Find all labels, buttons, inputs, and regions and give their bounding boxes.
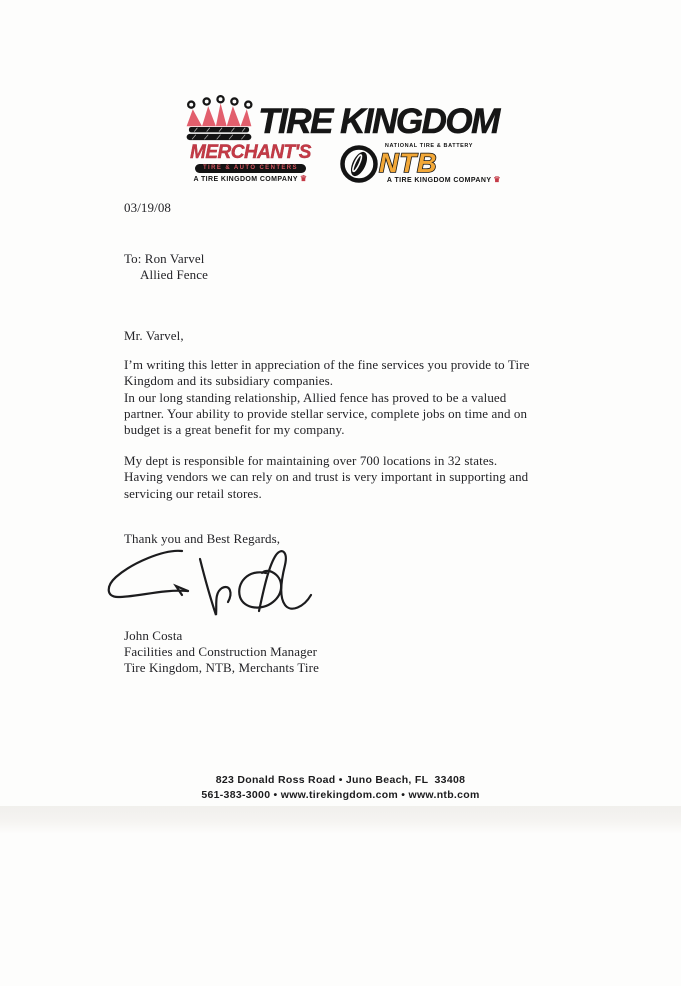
tire-kingdom-crown-icon bbox=[182, 95, 256, 142]
date-line: 03/19/08 bbox=[124, 200, 172, 215]
recipient-block bbox=[124, 251, 208, 284]
merchants-logo bbox=[190, 143, 311, 183]
mini-crown-icon: ♛ bbox=[493, 175, 501, 184]
letterhead bbox=[0, 95, 681, 184]
paper-bottom-edge bbox=[0, 806, 681, 834]
footer-address-line: 823 Donald Ross Road • Juno Beach, FL 33408 bbox=[215, 774, 466, 786]
ntb-company-line: A TIRE KINGDOM COMPANY ♛ bbox=[386, 175, 501, 184]
body-paragraph-2: My dept is responsible for maintaining over 700 locations in 32 states. Having vendors we can rely on and trust is very important in supporting and servicing our retail stores. bbox=[124, 453, 529, 501]
signer-name: John Costa bbox=[124, 628, 183, 643]
letter-footer bbox=[0, 773, 681, 803]
body-paragraph-1: I’m writing this letter in appreciation of the fine services you provide to Tire Kingdom and its subsidiary companies. In our long standing relationship, Allied fence has proved to be a valued partner. Your ability to provide stellar service, complete jobs on time and on budget is a great benefit for my company. bbox=[124, 357, 530, 438]
footer-contact-line: 561-383-3000 • www.tirekingdom.com • www.ntb.com bbox=[201, 789, 480, 801]
svg-text:NTB: NTB bbox=[378, 148, 438, 176]
recipient-name-line: To: Ron Varvel bbox=[124, 251, 205, 266]
brand-row bbox=[182, 95, 499, 142]
signer-block bbox=[124, 628, 319, 676]
merchants-wordmark: MERCHANT'S bbox=[190, 142, 311, 163]
ntb-tagline: NATIONAL TIRE & BATTERY bbox=[384, 143, 474, 149]
closing-line: Thank you and Best Regards, bbox=[124, 531, 281, 546]
brand-wordmark: TIRE KINGDOM bbox=[258, 102, 499, 141]
merchants-company-line: A TIRE KINGDOM COMPANY ♛ bbox=[193, 174, 308, 183]
sublogo-row bbox=[190, 143, 501, 184]
salutation: Mr. Varvel, bbox=[124, 328, 184, 343]
signer-companies: Tire Kingdom, NTB, Merchants Tire bbox=[124, 660, 319, 675]
ntb-tire-icon bbox=[339, 144, 379, 184]
mini-crown-icon: ♛ bbox=[299, 174, 308, 183]
merchants-tagline-bar bbox=[195, 164, 306, 173]
merchants-tagline: TIRE & AUTO CENTERS bbox=[202, 165, 298, 171]
recipient-company-line: Allied Fence bbox=[140, 267, 208, 283]
ntb-wordmark bbox=[377, 148, 469, 176]
ntb-logo bbox=[339, 143, 501, 184]
signer-title: Facilities and Construction Manager bbox=[124, 644, 318, 659]
signature-image bbox=[104, 547, 314, 625]
